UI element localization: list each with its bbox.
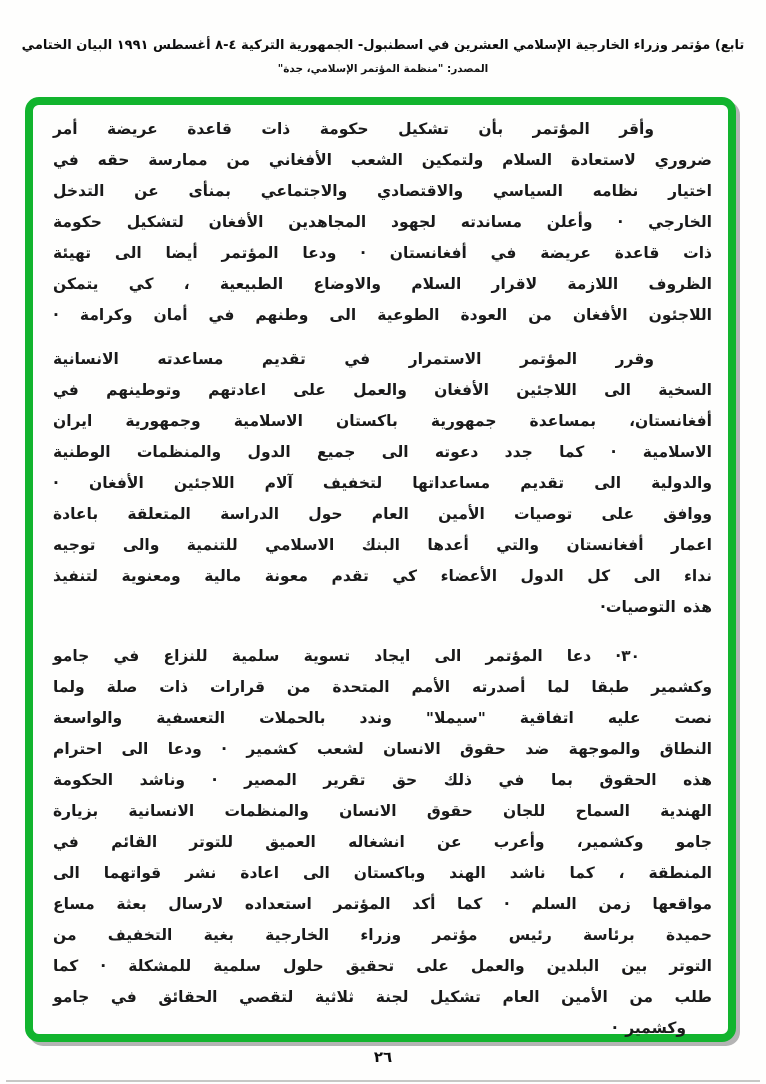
bottom-rule — [6, 1080, 760, 1082]
text-line: والدولية الى تقديم مساعداتها لتخفيف آلام اللاجئين الأفغان · — [53, 474, 712, 492]
document-title: تابع) مؤتمر وزراء الخارجية الإسلامي العشرين في اسطنبول- الجمهورية التركية ٤-٨ أغسطس ١٩٩١ البيان الختامي — [21, 38, 745, 53]
text-line: السخية الى اللاجئين الأفغان والعمل على اعادتهم وتوطينهم في — [53, 381, 712, 399]
page-number: ٢٦ — [373, 1048, 393, 1066]
text-line: مواقعها زمن السلم · كما أكد المؤتمر استعداده لارسال بعثة مساع — [53, 895, 712, 913]
text-line: دعا المؤتمر الى ايجاد تسوية سلمية للنزاع في جامو — [53, 647, 592, 665]
text-line: وكشمير طبقا لما أصدرته الأمم المتحدة من قرارات ذات صلة ولما — [53, 678, 712, 696]
text-line: وكشمير · — [611, 1019, 686, 1037]
text-line: هذه التوصيات· — [599, 598, 712, 616]
text-line: اللاجئون الأفغان من العودة الطوعية الى وطنهم في أمان وكرامة · — [53, 306, 712, 324]
green-border-frame — [25, 97, 736, 1042]
text-line: حميدة برئاسة رئيس مؤتمر وزراء الخارجية بغية التخفيف من — [53, 926, 712, 944]
text-line: طلب من الأمين العام تشكيل لجنة ثلاثية لتقصي الحقائق في جامو — [53, 988, 712, 1006]
text-line: التوتر بين البلدين والعمل على تحقيق حلول سلمية للمشكلة · كما — [53, 957, 712, 975]
document-source: المصدر: "منظمة المؤتمر الإسلامي، جدة" — [277, 63, 489, 75]
text-line: الظروف اللازمة لاقرار السلام والاوضاع الطبيعية ، كي يتمكن — [53, 275, 712, 293]
text-line: الهندية السماح للجان حقوق الانسان والمنظمات الانسانية بزيارة — [53, 802, 712, 820]
document-body — [53, 114, 712, 1044]
text-line: الاسلامية · كما جدد دعوته الى جميع الدول والمنظمات الوطنية — [53, 443, 712, 461]
text-line: وقرر المؤتمر الاستمرار في تقديم مساعدته الانسانية — [53, 350, 654, 368]
text-line: الخارجي · وأعلن مساندته لجهود المجاهدين الأفغان لتشكيل حكومة — [53, 213, 712, 231]
paragraph — [53, 344, 712, 623]
text-line: اختيار نظامه السياسي والاقتصادي والاجتماعي بمنأى عن التدخل — [53, 182, 712, 200]
text-line: ووافق على توصيات الأمين العام حول الدراسة المتعلقة باعادة — [53, 505, 712, 523]
page-header — [0, 38, 766, 75]
text-line: وأقر المؤتمر بأن تشكيل حكومة ذات قاعدة عريضة أمر — [53, 120, 654, 138]
text-line: اعمار أفغانستان والتي أعدها البنك الاسلامي للتنمية والى توجيه — [53, 536, 712, 554]
text-line: النطاق والموجهة ضد حقوق الانسان لشعب كشمير · ودعا الى احترام — [53, 740, 712, 758]
paragraph — [53, 641, 712, 1044]
text-line: أفغانستان، بمساعدة جمهورية باكستان الاسلامية وجمهورية ايران — [53, 412, 712, 430]
text-line: ضروري لاستعادة السلام ولتمكين الشعب الأفغاني من ممارسة حقه في — [53, 151, 712, 169]
item-number: ٣٠· — [615, 647, 640, 665]
paragraph — [53, 114, 712, 331]
text-line: هذه الحقوق بما في ذلك حق تقرير المصير · وناشد الحكومة — [53, 771, 712, 789]
text-line: جامو وكشمير، وأعرب عن انشغاله العميق للتوتر القائم في — [53, 833, 712, 851]
text-line: ذات قاعدة عريضة في أفغانستان · ودعا المؤتمر أيضا الى تهيئة — [53, 244, 712, 262]
text-line: المنطقة ، كما ناشد الهند وباكستان الى اعادة نشر قواتهما الى — [53, 864, 712, 882]
text-line: نصت عليه اتفاقية "سيملا" وندد بالحملات التعسفية والواسعة — [53, 709, 712, 727]
text-line: نداء الى كل الدول الأعضاء كي تقدم معونة مالية ومعنوية لتنفيذ — [53, 567, 712, 585]
